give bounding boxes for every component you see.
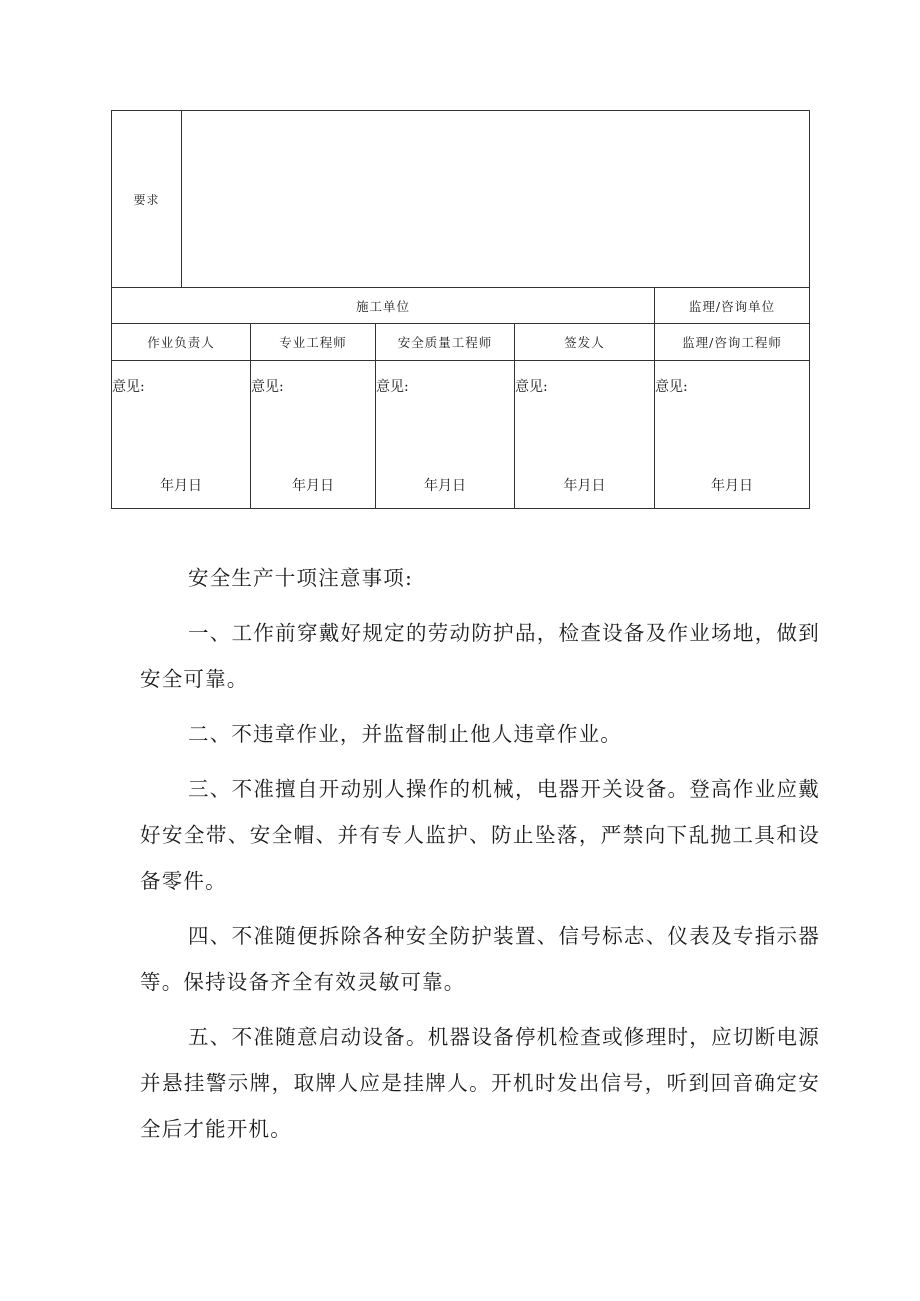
supervision-unit-header: 监理/咨询单位: [655, 288, 810, 324]
opinion-cell-issuer[interactable]: [515, 361, 655, 509]
requirement-content-cell[interactable]: [182, 111, 810, 288]
opinion-row: [112, 361, 810, 509]
opinion-label: 意见:: [376, 379, 409, 395]
role-header-work-leader: 作业负责人: [112, 324, 251, 361]
opinion-label: 意见:: [515, 379, 548, 395]
safety-note-item-1: 一、工作前穿戴好规定的劳动防护品，检查设备及作业场地，做到安全可靠。: [140, 621, 820, 691]
safety-notes-title: 安全生产十项注意事项:: [188, 566, 414, 590]
safety-notes: [140, 555, 820, 1161]
safety-note-item-4: 四、不准随便拆除各种安全防护装置、信号标志、仪表及专指示器等。保持设备齐全有效灵敏可靠。: [140, 924, 820, 994]
role-header-issuer: 签发人: [515, 324, 655, 361]
date-label: 年月日: [563, 478, 606, 494]
safety-note-item-5: 五、不准随意启动设备。机器设备停机检查或修理时，应切断电源并悬挂警示牌，取牌人应是挂牌人。开机时发出信号，听到回音确定安全后才能开机。: [140, 1025, 820, 1141]
date-label: 年月日: [711, 478, 754, 494]
role-header-safety-quality-engineer: 安全质量工程师: [376, 324, 515, 361]
approval-form-table: [111, 110, 810, 509]
opinion-label: 意见:: [251, 379, 284, 395]
opinion-cell-safety-quality-engineer[interactable]: [376, 361, 515, 509]
role-header-row: [112, 324, 810, 361]
requirement-label: 要求: [112, 111, 182, 288]
opinion-cell-supervision-engineer[interactable]: [655, 361, 810, 509]
safety-note-item-3: 三、不准擅自开动别人操作的机械，电器开关设备。登高作业应戴好安全带、安全帽、并有专人监护、防止坠落，严禁向下乱抛工具和设备零件。: [140, 777, 820, 893]
role-header-supervision-engineer: 监理/咨询工程师: [655, 324, 810, 361]
date-label: 年月日: [424, 478, 466, 494]
unit-header-row: [112, 288, 810, 324]
opinion-cell-professional-engineer[interactable]: [251, 361, 376, 509]
opinion-cell-work-leader[interactable]: [112, 361, 251, 509]
construction-unit-header: 施工单位: [112, 288, 655, 324]
date-label: 年月日: [160, 478, 202, 494]
date-label: 年月日: [292, 478, 334, 494]
role-header-professional-engineer: 专业工程师: [251, 324, 376, 361]
opinion-label: 意见:: [655, 379, 688, 395]
safety-note-item-2: 二、不违章作业，并监督制止他人违章作业。: [188, 722, 622, 746]
requirement-row: [112, 111, 810, 288]
opinion-label: 意见:: [112, 379, 145, 395]
